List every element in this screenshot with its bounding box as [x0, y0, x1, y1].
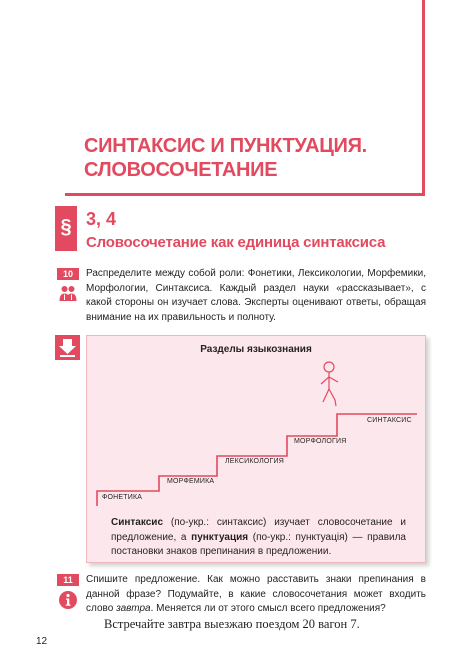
task-11-text-before: Спишите предложение. Как можно расставить знаки препинания в данной фразе? Подумайте, в какие словосочетания может входить слово	[86, 574, 426, 614]
term-punctuation: пунктуация	[191, 531, 249, 543]
two-people-icon	[58, 284, 78, 304]
download-arrow-icon	[55, 335, 80, 360]
task-10-text: Распределите между собой роли: Фонетики, Лексикологии, Морфемики, Морфологии, Синтаксиса. Каждый раздел науки «рассказывает», с какой стороны он изучает слова. Эксперты оценивают ответы, обращая внимание на их правильность и полноту.	[86, 268, 426, 323]
step-label-lexicology: ЛЕКСИКОЛОГИЯ	[225, 458, 285, 465]
language-sections-diagram	[86, 335, 426, 563]
step-label-syntax: СИНТАКСИС	[367, 417, 412, 424]
staircase-graphic	[87, 336, 425, 516]
term-syntax: Синтаксис	[111, 517, 164, 528]
example-sentence: Встречайте завтра выезжаю поездом 20 вагон 7.	[104, 617, 360, 631]
stick-figure	[321, 362, 338, 406]
task-11-text-italic: завтра	[116, 603, 151, 614]
step-label-morphemics: МОРФЕМИКА	[167, 478, 215, 485]
info-icon	[58, 590, 78, 610]
page-number: 12	[36, 636, 48, 647]
chapter-title-line1: СИНТАКСИС И ПУНКТУАЦИЯ.	[84, 135, 367, 157]
diagram-description	[111, 516, 406, 560]
step-label-phonetics: ФОНЕТИКА	[102, 494, 143, 501]
desc-part2: (по-укр.: пунктуація) — правила постановки знаков препинания в предложении.	[111, 531, 406, 557]
task-11-text	[86, 573, 426, 617]
step-label-morphology: МОРФОЛОГИЯ	[294, 438, 347, 445]
task-11-number: 11	[57, 574, 79, 586]
diagram-title: Разделы языкознания	[200, 344, 312, 355]
section-symbol: §	[55, 206, 77, 251]
task-10-number: 10	[57, 268, 79, 280]
chapter-title	[84, 134, 414, 182]
task-11-text-after: . Меняется ли от этого смысл всего предложения?	[150, 603, 386, 614]
section-title: Словосочетание как единица синтаксиса	[86, 234, 386, 251]
section-number: 3, 4	[86, 209, 117, 229]
desc-part1: (по-укр.: синтаксис) изучает словосочетание и предложение, а	[111, 517, 406, 543]
chapter-title-line2: СЛОВОСОЧЕТАНИЕ	[84, 159, 278, 181]
